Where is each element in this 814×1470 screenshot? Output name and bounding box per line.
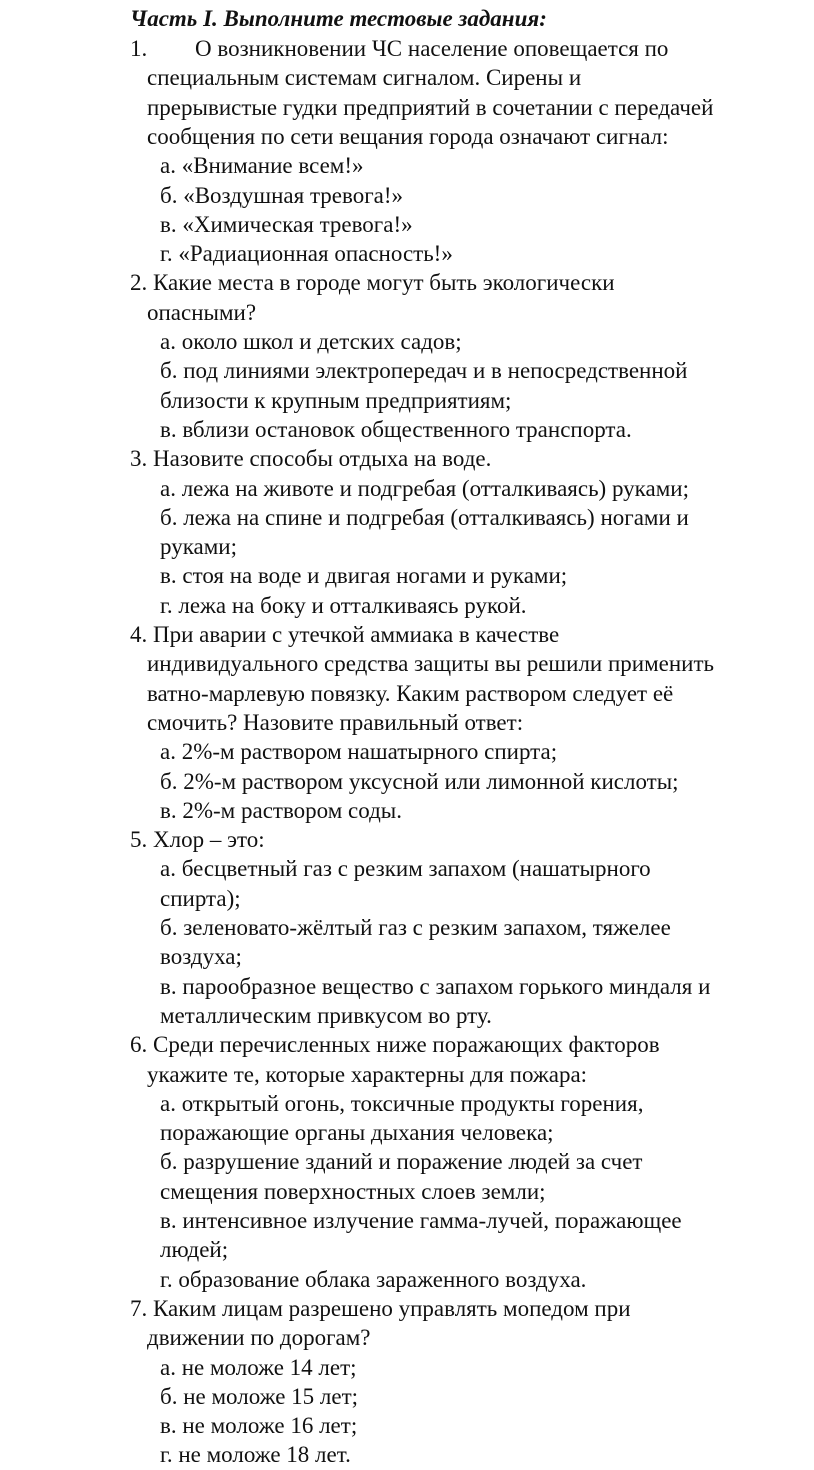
answer-option-line: б. лежа на спине и подгребая (отталкиваясь) ногами и (160, 504, 689, 530)
question-line: 5. Хлор – это: (130, 827, 265, 853)
answer-option-line: а. не моложе 14 лет; (160, 1354, 357, 1380)
answer-option-line: г. не моложе 18 лет. (160, 1442, 351, 1468)
answer-option-line: в. вблизи остановок общественного транспорта. (160, 416, 632, 442)
answer-option-line: а. «Внимание всем!» (160, 153, 364, 179)
answer-option-line: г. «Радиационная опасность!» (160, 241, 453, 267)
answer-option-line: воздуха; (160, 944, 242, 970)
answer-option-line: б. «Воздушная тревога!» (160, 182, 404, 208)
answer-option-line: в. не моложе 16 лет; (160, 1413, 358, 1439)
answer-option-line: руками; (160, 534, 237, 560)
answer-option-line: близости к крупным предприятиям; (160, 387, 512, 413)
question-line: 7. Каким лицам разрешено управлять мопедом при (130, 1295, 631, 1321)
answer-option-line: людей; (160, 1237, 229, 1263)
answer-option-line: спирта); (160, 885, 241, 911)
answer-option-line: г. лежа на боку и отталкиваясь рукой. (160, 592, 527, 618)
question-line: 2. Какие места в городе могут быть экологически (130, 270, 615, 296)
answer-option-line: а. лежа на животе и подгребая (отталкиваясь) руками; (160, 475, 689, 501)
answer-option-line: б. зеленовато-жёлтый газ с резким запахом, тяжелее (160, 915, 671, 940)
answer-option-line: а. бесцветный газ с резким запахом (нашатырного (160, 856, 651, 882)
answer-option-line: поражающие органы дыхания человека; (160, 1120, 554, 1146)
answer-option-line: в. «Химическая тревога!» (160, 211, 413, 237)
section-heading: Часть I. Выполните тестовые задания: (130, 6, 547, 31)
answer-option-line: б. 2%-м раствором уксусной или лимонной кислоты; (160, 768, 679, 794)
question-line: движении по дорогам? (147, 1325, 371, 1351)
answer-option-line: в. интенсивное излучение гамма-лучей, поражающее (160, 1208, 682, 1233)
answer-option-line: в. парообразное вещество с запахом горького миндаля и (160, 973, 711, 999)
question-line: опасными? (147, 299, 257, 325)
question-line: сообщения по сети вещания города означают сигнал: (147, 123, 669, 149)
answer-option-line: а. около школ и детских садов; (160, 329, 462, 354)
answer-option-line: а. 2%-м раствором нашатырного спирта; (160, 739, 558, 765)
answer-option-line: в. стоя на воде и двигая ногами и руками; (160, 563, 568, 589)
question-line (130, 34, 668, 64)
question-line: 4. При аварии с утечкой аммиака в качестве (130, 622, 560, 647)
answer-option-line: а. открытый огонь, токсичные продукты горения, (160, 1090, 644, 1116)
question-line: специальным системам сигналом. Сирены и (147, 65, 582, 91)
question-line: 6. Среди перечисленных ниже поражающих факторов (130, 1032, 660, 1058)
question-line: индивидуального средства защиты вы решили применить (147, 651, 715, 677)
answer-option-line: б. не моложе 15 лет; (160, 1383, 359, 1409)
answer-option-line: металлическим привкусом во рту. (160, 1002, 492, 1028)
question-line: прерывистые гудки предприятий в сочетании с передачей (147, 94, 714, 120)
question-text: О возникновении ЧС население оповещается по (195, 36, 669, 61)
question-line: 3. Назовите способы отдыха на воде. (130, 446, 492, 472)
answer-option-line: в. 2%-м раствором соды. (160, 797, 402, 823)
answer-option-line: г. образование облака зараженного воздуха. (160, 1266, 587, 1292)
answer-option-line: б. разрушение зданий и поражение людей за счет (160, 1149, 643, 1175)
answer-option-line: б. под линиями электропередач и в непосредственной (160, 358, 688, 384)
question-line: укажите те, которые характерны для пожара: (147, 1061, 588, 1087)
question-line: смочить? Назовите правильный ответ: (147, 709, 524, 735)
question-number: 1. (130, 36, 148, 61)
question-line: ватно-марлевую повязку. Каким раствором следует её (147, 680, 674, 706)
answer-option-line: смещения поверхностных слоев земли; (160, 1178, 546, 1204)
